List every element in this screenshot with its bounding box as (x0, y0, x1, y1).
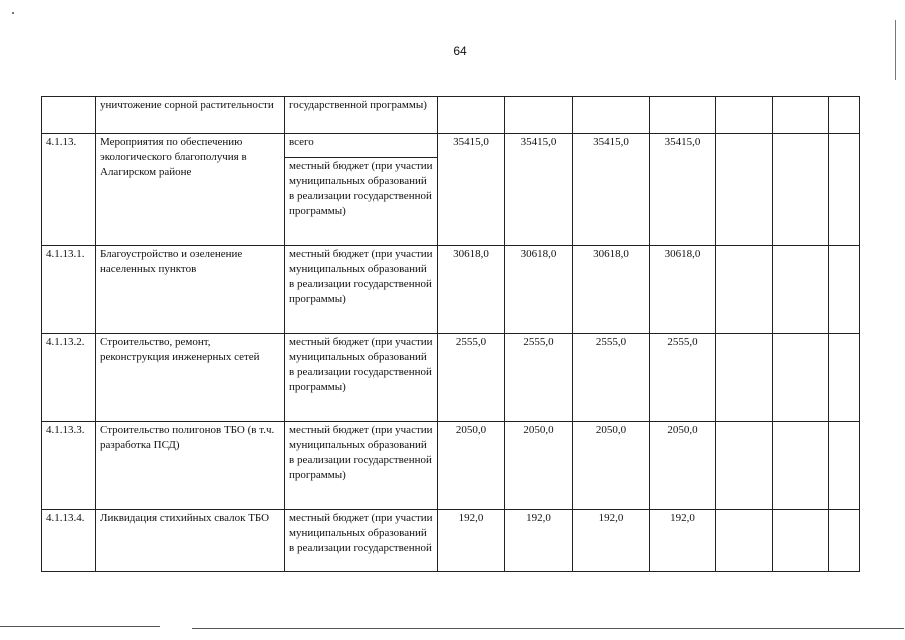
table-row (42, 510, 860, 572)
row-value (829, 246, 860, 334)
row-value (716, 334, 773, 422)
row-source: всего (285, 134, 438, 158)
row-value (829, 422, 860, 510)
row-value: 30618,0 (505, 246, 573, 334)
table-row (42, 246, 860, 334)
row-value (773, 422, 829, 510)
row-name: уничтожение сорной растительности (96, 97, 285, 134)
row-source: местный бюджет (при участии муниципальных образований в реализации государственной программы) (285, 422, 438, 510)
row-name: Мероприятия по обеспечению экологического благополучия в Алагирском районе (96, 134, 285, 246)
row-name: Строительство полигонов ТБО (в т.ч. разработка ПСД) (96, 422, 285, 510)
scan-line (0, 626, 160, 627)
row-source: государственной программы) (285, 97, 438, 134)
row-value: 35415,0 (438, 134, 505, 246)
table-row (42, 97, 860, 134)
row-value (716, 510, 773, 572)
row-value: 2555,0 (650, 334, 716, 422)
row-code: 4.1.13.2. (42, 334, 96, 422)
row-value (773, 134, 829, 246)
scan-mark (12, 12, 14, 14)
row-value: 2050,0 (505, 422, 573, 510)
row-value (829, 134, 860, 246)
row-value: 192,0 (573, 510, 650, 572)
table-row (42, 422, 860, 510)
row-value: 2050,0 (573, 422, 650, 510)
row-name: Благоустройство и озеленение населенных пунктов (96, 246, 285, 334)
row-value: 192,0 (438, 510, 505, 572)
row-source: местный бюджет (при участии муниципальных образований в реализации государственной (285, 510, 438, 572)
row-value: 30618,0 (650, 246, 716, 334)
row-value: 2050,0 (438, 422, 505, 510)
row-value: 2555,0 (438, 334, 505, 422)
row-value (716, 422, 773, 510)
row-value: 2050,0 (650, 422, 716, 510)
row-source: местный бюджет (при участии муниципальных образований в реализации государственной программы) (285, 246, 438, 334)
row-value: 30618,0 (438, 246, 505, 334)
row-value (773, 246, 829, 334)
row-code: 4.1.13.1. (42, 246, 96, 334)
row-value (829, 510, 860, 572)
page-number: 64 (453, 44, 467, 58)
row-name: Строительство, ремонт, реконструкция инженерных сетей (96, 334, 285, 422)
row-source: местный бюджет (при участии муниципальных образований в реализации государственной программы) (285, 158, 438, 246)
row-value: 2555,0 (573, 334, 650, 422)
row-value (505, 97, 573, 134)
row-value: 35415,0 (505, 134, 573, 246)
row-source: местный бюджет (при участии муниципальных образований в реализации государственной программы) (285, 334, 438, 422)
row-value (829, 334, 860, 422)
row-value (773, 510, 829, 572)
table-row (42, 134, 860, 158)
row-value (716, 246, 773, 334)
row-value: 35415,0 (650, 134, 716, 246)
scan-mark (895, 20, 896, 80)
row-code (42, 97, 96, 134)
row-value (773, 97, 829, 134)
table-row (42, 334, 860, 422)
row-value (573, 97, 650, 134)
row-value (716, 97, 773, 134)
row-value (829, 97, 860, 134)
row-code: 4.1.13.4. (42, 510, 96, 572)
budget-table (41, 96, 860, 572)
row-value (650, 97, 716, 134)
row-value: 192,0 (505, 510, 573, 572)
scan-line (192, 628, 904, 629)
row-name: Ликвидация стихийных свалок ТБО (96, 510, 285, 572)
row-value (716, 134, 773, 246)
row-value (773, 334, 829, 422)
row-value: 2555,0 (505, 334, 573, 422)
row-value: 30618,0 (573, 246, 650, 334)
row-code: 4.1.13.3. (42, 422, 96, 510)
row-value: 35415,0 (573, 134, 650, 246)
row-value (438, 97, 505, 134)
row-code: 4.1.13. (42, 134, 96, 246)
row-value: 192,0 (650, 510, 716, 572)
